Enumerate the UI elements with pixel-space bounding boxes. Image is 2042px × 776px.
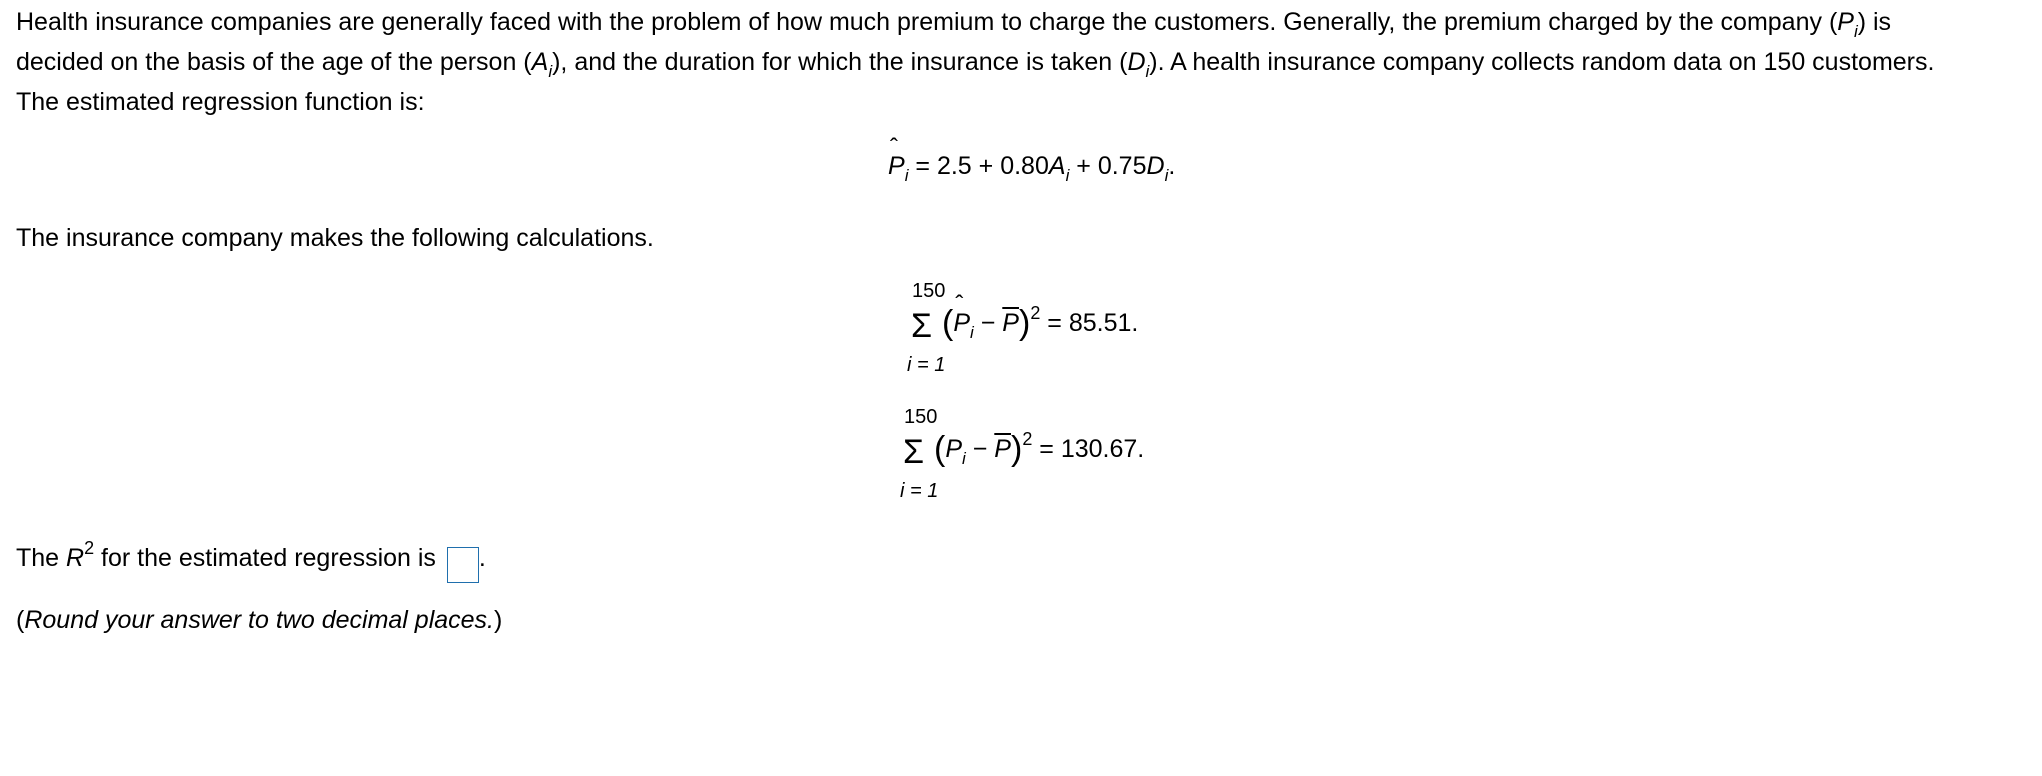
subscript-i: i: [962, 449, 966, 468]
intro-line-3: [16, 82, 425, 122]
var-a: A: [1048, 152, 1066, 180]
r-exponent: 2: [84, 538, 95, 558]
sigma-symbol: Σ: [911, 307, 933, 345]
intro-line-1: [16, 2, 1891, 42]
var-p: P: [1837, 8, 1854, 36]
minus-sign: −: [973, 309, 1003, 337]
equation-term: .: [1168, 152, 1176, 180]
paren-close: ): [494, 606, 503, 634]
var-d: D: [1146, 152, 1165, 180]
paren-open: (: [16, 606, 25, 634]
subscript-i: i: [1853, 22, 1858, 41]
var-p: P: [945, 435, 963, 463]
sum-lower-limit: i = 1: [907, 354, 946, 376]
r-letter: R: [66, 544, 85, 572]
subscript-i: i: [1065, 166, 1070, 185]
question-period: .: [478, 544, 486, 572]
question-text: for the estimated regression is: [94, 544, 443, 572]
sum-lower-limit: i = 1: [900, 480, 939, 502]
subscript-i: i: [1164, 166, 1169, 185]
sum-result: = 85.51.: [1040, 309, 1139, 337]
sum-result: = 130.67.: [1032, 435, 1145, 463]
intro-text: The estimated regression function is:: [16, 88, 425, 116]
right-paren: ): [1010, 430, 1023, 468]
subscript-i: i: [548, 62, 553, 81]
subscript-i: i: [904, 166, 909, 185]
calc-intro-text: The insurance company makes the following calculations.: [16, 224, 654, 252]
rounding-instruction: [16, 600, 502, 640]
intro-line-2: [16, 42, 1934, 82]
instruction-text: Round your answer to two decimal places.: [24, 606, 495, 634]
sum-total-body: [934, 430, 1144, 469]
p-hat: ˆ P: [888, 152, 905, 181]
minus-sign: −: [965, 435, 995, 463]
subscript-i: i: [1145, 62, 1150, 81]
intro-text: Health insurance companies are generally faced with the problem of how much premium to charge the customers. Generally, the premium charged by the company (: [16, 8, 1838, 36]
sum-upper-limit: 150: [904, 406, 938, 428]
left-paren: (: [934, 430, 946, 468]
intro-text: decided on the basis of the age of the person (: [16, 48, 532, 76]
var-d: D: [1127, 48, 1146, 76]
question-text: The: [16, 544, 67, 572]
answer-input[interactable]: [447, 547, 479, 583]
equation-term: + 0.75: [1069, 152, 1147, 180]
var-a: A: [531, 48, 549, 76]
sum-explained-body: [942, 304, 1138, 343]
intro-text: ), and the duration for which the insurance is taken (: [552, 48, 1128, 76]
question-line: [16, 538, 486, 583]
exponent: 2: [1030, 303, 1041, 323]
exponent: 2: [1022, 429, 1033, 449]
p-hat: ˆ P: [953, 309, 970, 338]
calc-intro: [16, 218, 654, 258]
equation-term: = 2.5 + 0.80: [908, 152, 1049, 180]
p-bar: $\overline{P}$: [1002, 309, 1019, 337]
p-bar: $\overline{P}$: [994, 435, 1011, 463]
regression-equation: [888, 152, 1176, 185]
subscript-i: i: [970, 323, 974, 342]
left-paren: (: [942, 304, 954, 342]
intro-text: ). A health insurance company collects random data on 150 customers.: [1149, 48, 1935, 76]
sigma-symbol: Σ: [903, 433, 925, 471]
right-paren: ): [1018, 304, 1031, 342]
intro-text: ) is: [1857, 8, 1892, 36]
sum-upper-limit: 150: [912, 280, 946, 302]
